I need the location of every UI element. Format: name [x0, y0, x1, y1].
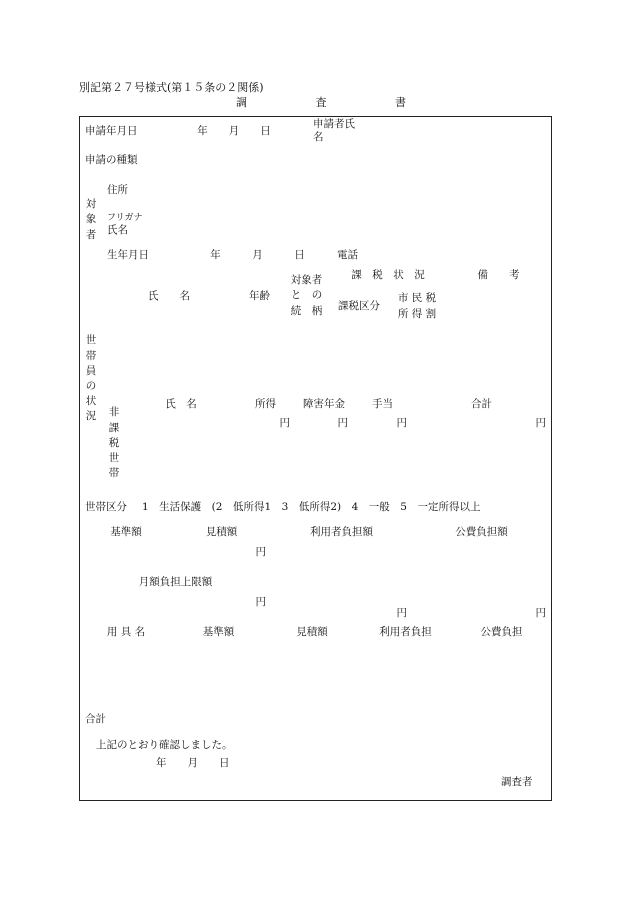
- label-char: 世: [85, 334, 97, 347]
- equipment-estimate-header: 見積額: [265, 622, 360, 644]
- name-label: [102, 205, 184, 246]
- nt-allowance-header: 手当: [353, 394, 413, 415]
- nt-income-cell[interactable]: 円: [236, 414, 296, 494]
- equipment-name-cell[interactable]: [79, 643, 173, 710]
- city-tax-line: 市 民 税: [397, 292, 437, 305]
- birthdate-label: 生年月日: [102, 245, 184, 266]
- nt-total-header: 合計: [412, 394, 552, 415]
- member-relation-header: [283, 265, 331, 328]
- page-title: [236, 94, 406, 110]
- household-status-label: [79, 265, 103, 494]
- applicant-label-line2: 名: [313, 131, 324, 143]
- confirmation-box: [79, 730, 552, 801]
- nt-income-header: 所得: [236, 394, 296, 415]
- nt-pension-cell[interactable]: 円: [295, 414, 354, 494]
- equipment-total-label: 合計: [79, 709, 173, 731]
- member-age-cell[interactable]: [236, 327, 284, 395]
- label-char: 対: [85, 198, 97, 211]
- city-tax-line: 所 得 割: [397, 307, 437, 320]
- application-type-field[interactable]: [160, 145, 552, 176]
- label-char: 状: [85, 395, 97, 408]
- target-person-label: [79, 175, 103, 266]
- remarks-header: 備 考: [446, 265, 552, 287]
- tax-class-header: 課税区分: [330, 286, 389, 328]
- member-tax-class-cell[interactable]: [330, 327, 389, 395]
- relation-line: と の: [290, 289, 323, 302]
- equipment-user-header: 利用者負担: [359, 622, 453, 644]
- equipment-estimate-cell[interactable]: [265, 643, 360, 710]
- equipment-total-base[interactable]: [172, 709, 266, 731]
- amount-estimate-cell[interactable]: 円: [172, 543, 272, 573]
- nt-allowance-cell[interactable]: 円: [353, 414, 413, 494]
- applicant-name-field[interactable]: [370, 116, 552, 146]
- equipment-total-estimate[interactable]: [265, 709, 360, 731]
- amount-public-burden-header: 公費負担額: [412, 522, 552, 544]
- confirmation-text: 上記のとおり確認しました。: [96, 739, 233, 751]
- monthly-cap-header: 月額負担上限額: [79, 572, 272, 594]
- label-char: 帯: [85, 349, 97, 362]
- application-date-label: 申請年月日: [79, 116, 161, 146]
- equipment-base-cell[interactable]: [172, 643, 266, 710]
- title-char: 書: [395, 96, 406, 109]
- label-char: 世: [108, 452, 120, 465]
- confirmation-date[interactable]: 年 月 日: [156, 757, 230, 769]
- label-char: 税: [108, 436, 120, 449]
- name-field[interactable]: [183, 205, 552, 246]
- equipment-public-cell[interactable]: [452, 643, 552, 710]
- application-type-label: 申請の種類: [79, 145, 161, 176]
- phone-field[interactable]: [386, 245, 552, 266]
- member-city-tax-cell[interactable]: [388, 327, 447, 395]
- label-char: 非: [108, 406, 120, 419]
- equipment-user-cell[interactable]: [359, 643, 453, 710]
- remarks-field[interactable]: [446, 286, 552, 328]
- amount-estimate-header: 見積額: [172, 522, 272, 544]
- address-field[interactable]: [183, 175, 552, 206]
- title-char: 調: [236, 96, 247, 109]
- member-remarks-cell[interactable]: [446, 327, 552, 395]
- monthly-cap-cell[interactable]: 円: [79, 593, 272, 623]
- birthdate-field[interactable]: 年 月 日: [183, 245, 333, 266]
- nt-name-header: 氏 名: [126, 394, 237, 415]
- equipment-name-header: 用 具 名: [79, 622, 173, 644]
- member-age-header: 年齢: [236, 265, 284, 328]
- tax-status-header: 課 税 状 況: [330, 265, 447, 287]
- label-char: 況: [85, 410, 97, 423]
- title-char: 査: [315, 96, 327, 109]
- member-name-header: 氏 名: [102, 265, 237, 328]
- relation-line: 対象者: [290, 274, 323, 287]
- equipment-total-public[interactable]: [452, 709, 552, 731]
- nt-total-cell[interactable]: 円: [412, 414, 552, 494]
- application-date-field[interactable]: 年 月 日: [160, 116, 309, 146]
- amount-user-burden-cell[interactable]: 円: [271, 543, 413, 623]
- amount-base-cell[interactable]: [79, 543, 173, 573]
- name-label-text: 氏名: [107, 224, 128, 237]
- relation-line: 続 柄: [290, 304, 323, 317]
- investigator-label: 調査者: [501, 776, 533, 788]
- nt-pension-header: 障害年金: [295, 394, 354, 415]
- nontax-household-label: [102, 394, 127, 494]
- phone-label: 電話: [332, 245, 387, 266]
- amount-base-header: 基準額: [79, 522, 173, 544]
- furigana-label: フリガナ: [107, 213, 143, 224]
- label-char: 員: [85, 364, 97, 377]
- equipment-public-header: 公費負担: [452, 622, 552, 644]
- equipment-base-header: 基準額: [172, 622, 266, 644]
- nt-name-cell[interactable]: [126, 414, 237, 494]
- form-number: 別記第２７号様式(第１５条の２関係): [79, 81, 264, 94]
- label-char: 象: [85, 213, 97, 226]
- member-name-cell[interactable]: [102, 327, 237, 395]
- label-char: 帯: [108, 467, 120, 480]
- amount-user-burden-header: 利用者負担額: [271, 522, 413, 544]
- applicant-label-line1: 申請者氏: [313, 118, 355, 131]
- address-label: 住所: [102, 175, 184, 206]
- label-char: の: [85, 380, 97, 392]
- equipment-total-user[interactable]: [359, 709, 453, 731]
- label-char: 課: [108, 421, 120, 434]
- household-class-options[interactable]: 1 生活保護 (2 低所得1 3 低所得2) 4 一般 5 一定所得以上: [128, 493, 552, 523]
- city-tax-header: [388, 286, 447, 328]
- member-relation-cell[interactable]: [283, 327, 331, 395]
- applicant-name-label: [308, 116, 371, 146]
- amount-public-burden-cell[interactable]: 円: [412, 543, 552, 623]
- label-char: 者: [85, 228, 97, 241]
- household-class-label: 世帯区分: [79, 493, 129, 523]
